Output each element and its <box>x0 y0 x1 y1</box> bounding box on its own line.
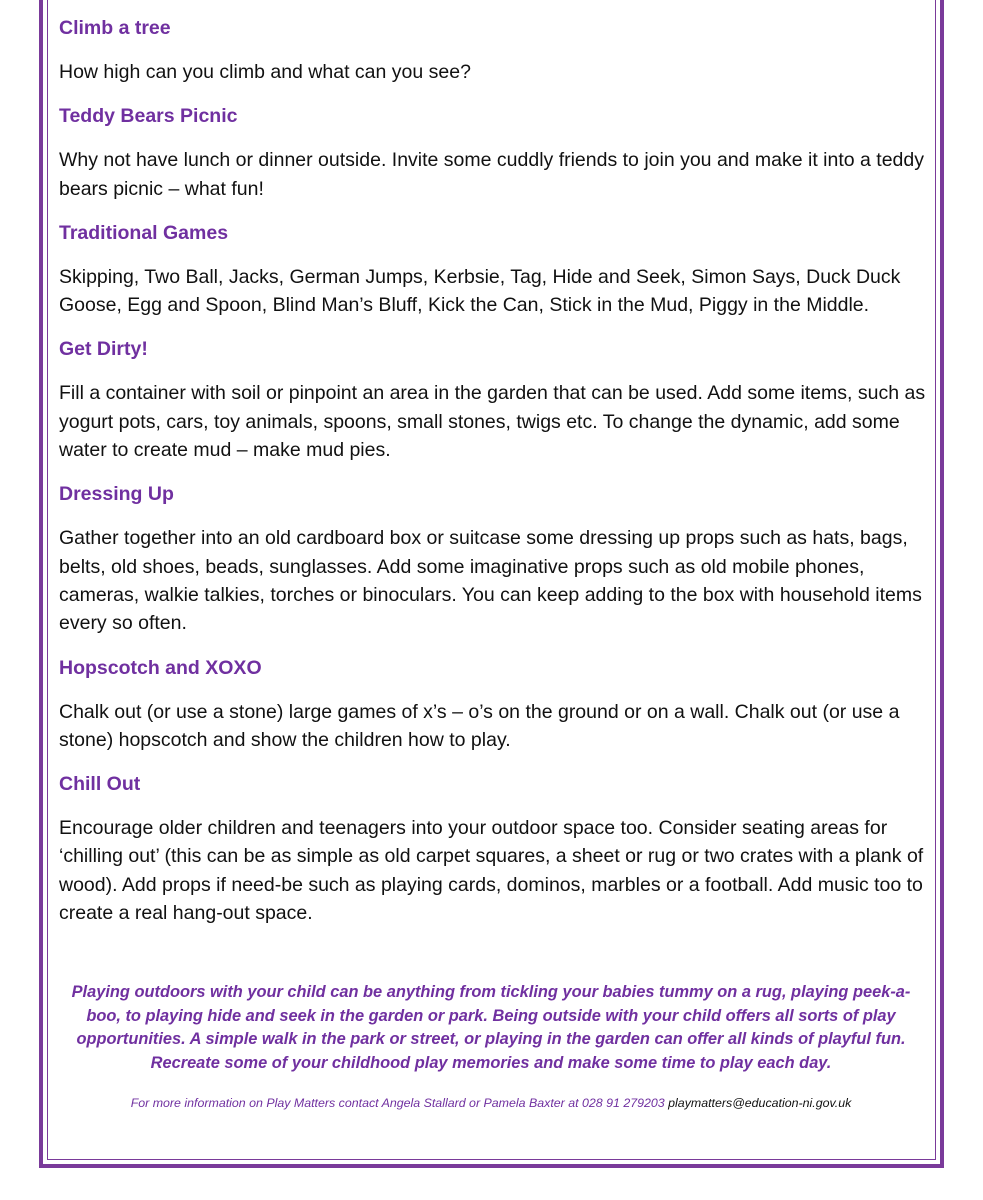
section-hopscotch-xoxo <box>59 654 929 755</box>
section-heading: Dressing Up <box>59 483 174 506</box>
activity-list <box>59 14 929 943</box>
section-traditional-games <box>59 219 929 320</box>
section-heading: Traditional Games <box>59 221 229 244</box>
section-body: Gather together into an old cardboard box or suitcase some dressing up props such as hats, bags, belts, old shoes, beads, sunglasses. Add some imaginative props such as old mobile phones, cameras, walkie talkies, torches or binoculars. You can keep adding to the box with household items every so often. <box>59 527 922 635</box>
section-heading: Hopscotch and XOXO <box>59 656 262 679</box>
section-chill-out <box>59 770 929 927</box>
section-body: How high can you climb and what can you see? <box>59 61 471 83</box>
section-get-dirty <box>59 335 929 464</box>
contact-footer <box>62 1094 920 1112</box>
closing-paragraph: Playing outdoors with your child can be anything from tickling your babies tummy on a rug, playing peek-a-boo, to playing hide and seek in the garden or park. Being outside with your child offers all sorts of play opportunities. A simple walk in the park or street, or playing in the garden can offer all kinds of playful fun. Recreate some of your childhood play memories and make some time to play each day. <box>71 983 911 1072</box>
contact-email: playmatters@education-ni.gov.uk <box>668 1096 852 1110</box>
section-body: Encourage older children and teenagers into your outdoor space too. Consider seating areas for ‘chilling out’ (this can be as simple as old carpet squares, a sheet or rug or two crates with a plank of wood). Add props if need-be such as playing cards, dominos, marbles or a football. Add music too to create a real hang-out space. <box>59 817 924 925</box>
section-climb-a-tree <box>59 14 929 86</box>
section-heading: Chill Out <box>59 773 141 796</box>
section-dressing-up <box>59 480 929 637</box>
section-body: Chalk out (or use a stone) large games of x’s – o’s on the ground or on a wall. Chalk out (or use a stone) hopscotch and show the children how to play. <box>59 700 900 751</box>
section-teddy-bears-picnic <box>59 102 929 203</box>
section-body: Why not have lunch or dinner outside. Invite some cuddly friends to join you and make it into a teddy bears picnic – what fun! <box>59 149 924 200</box>
section-heading: Teddy Bears Picnic <box>59 105 238 128</box>
contact-info: For more information on Play Matters contact Angela Stallard or Pamela Baxter at 028 91 279203 <box>130 1096 665 1110</box>
section-body: Fill a container with soil or pinpoint an area in the garden that can be used. Add some items, such as yogurt pots, cars, toy animals, spoons, small stones, twigs etc. To change the dynamic, add some water to create mud – make mud pies. <box>59 382 926 462</box>
section-heading: Get Dirty! <box>59 338 148 361</box>
section-body: Skipping, Two Ball, Jacks, German Jumps, Kerbsie, Tag, Hide and Seek, Simon Says, Duck Duck Goose, Egg and Spoon, Blind Man’s Bluff, Kick the Can, Stick in the Mud, Piggy in the Middle. <box>59 265 901 317</box>
section-heading: Climb a tree <box>59 17 171 39</box>
